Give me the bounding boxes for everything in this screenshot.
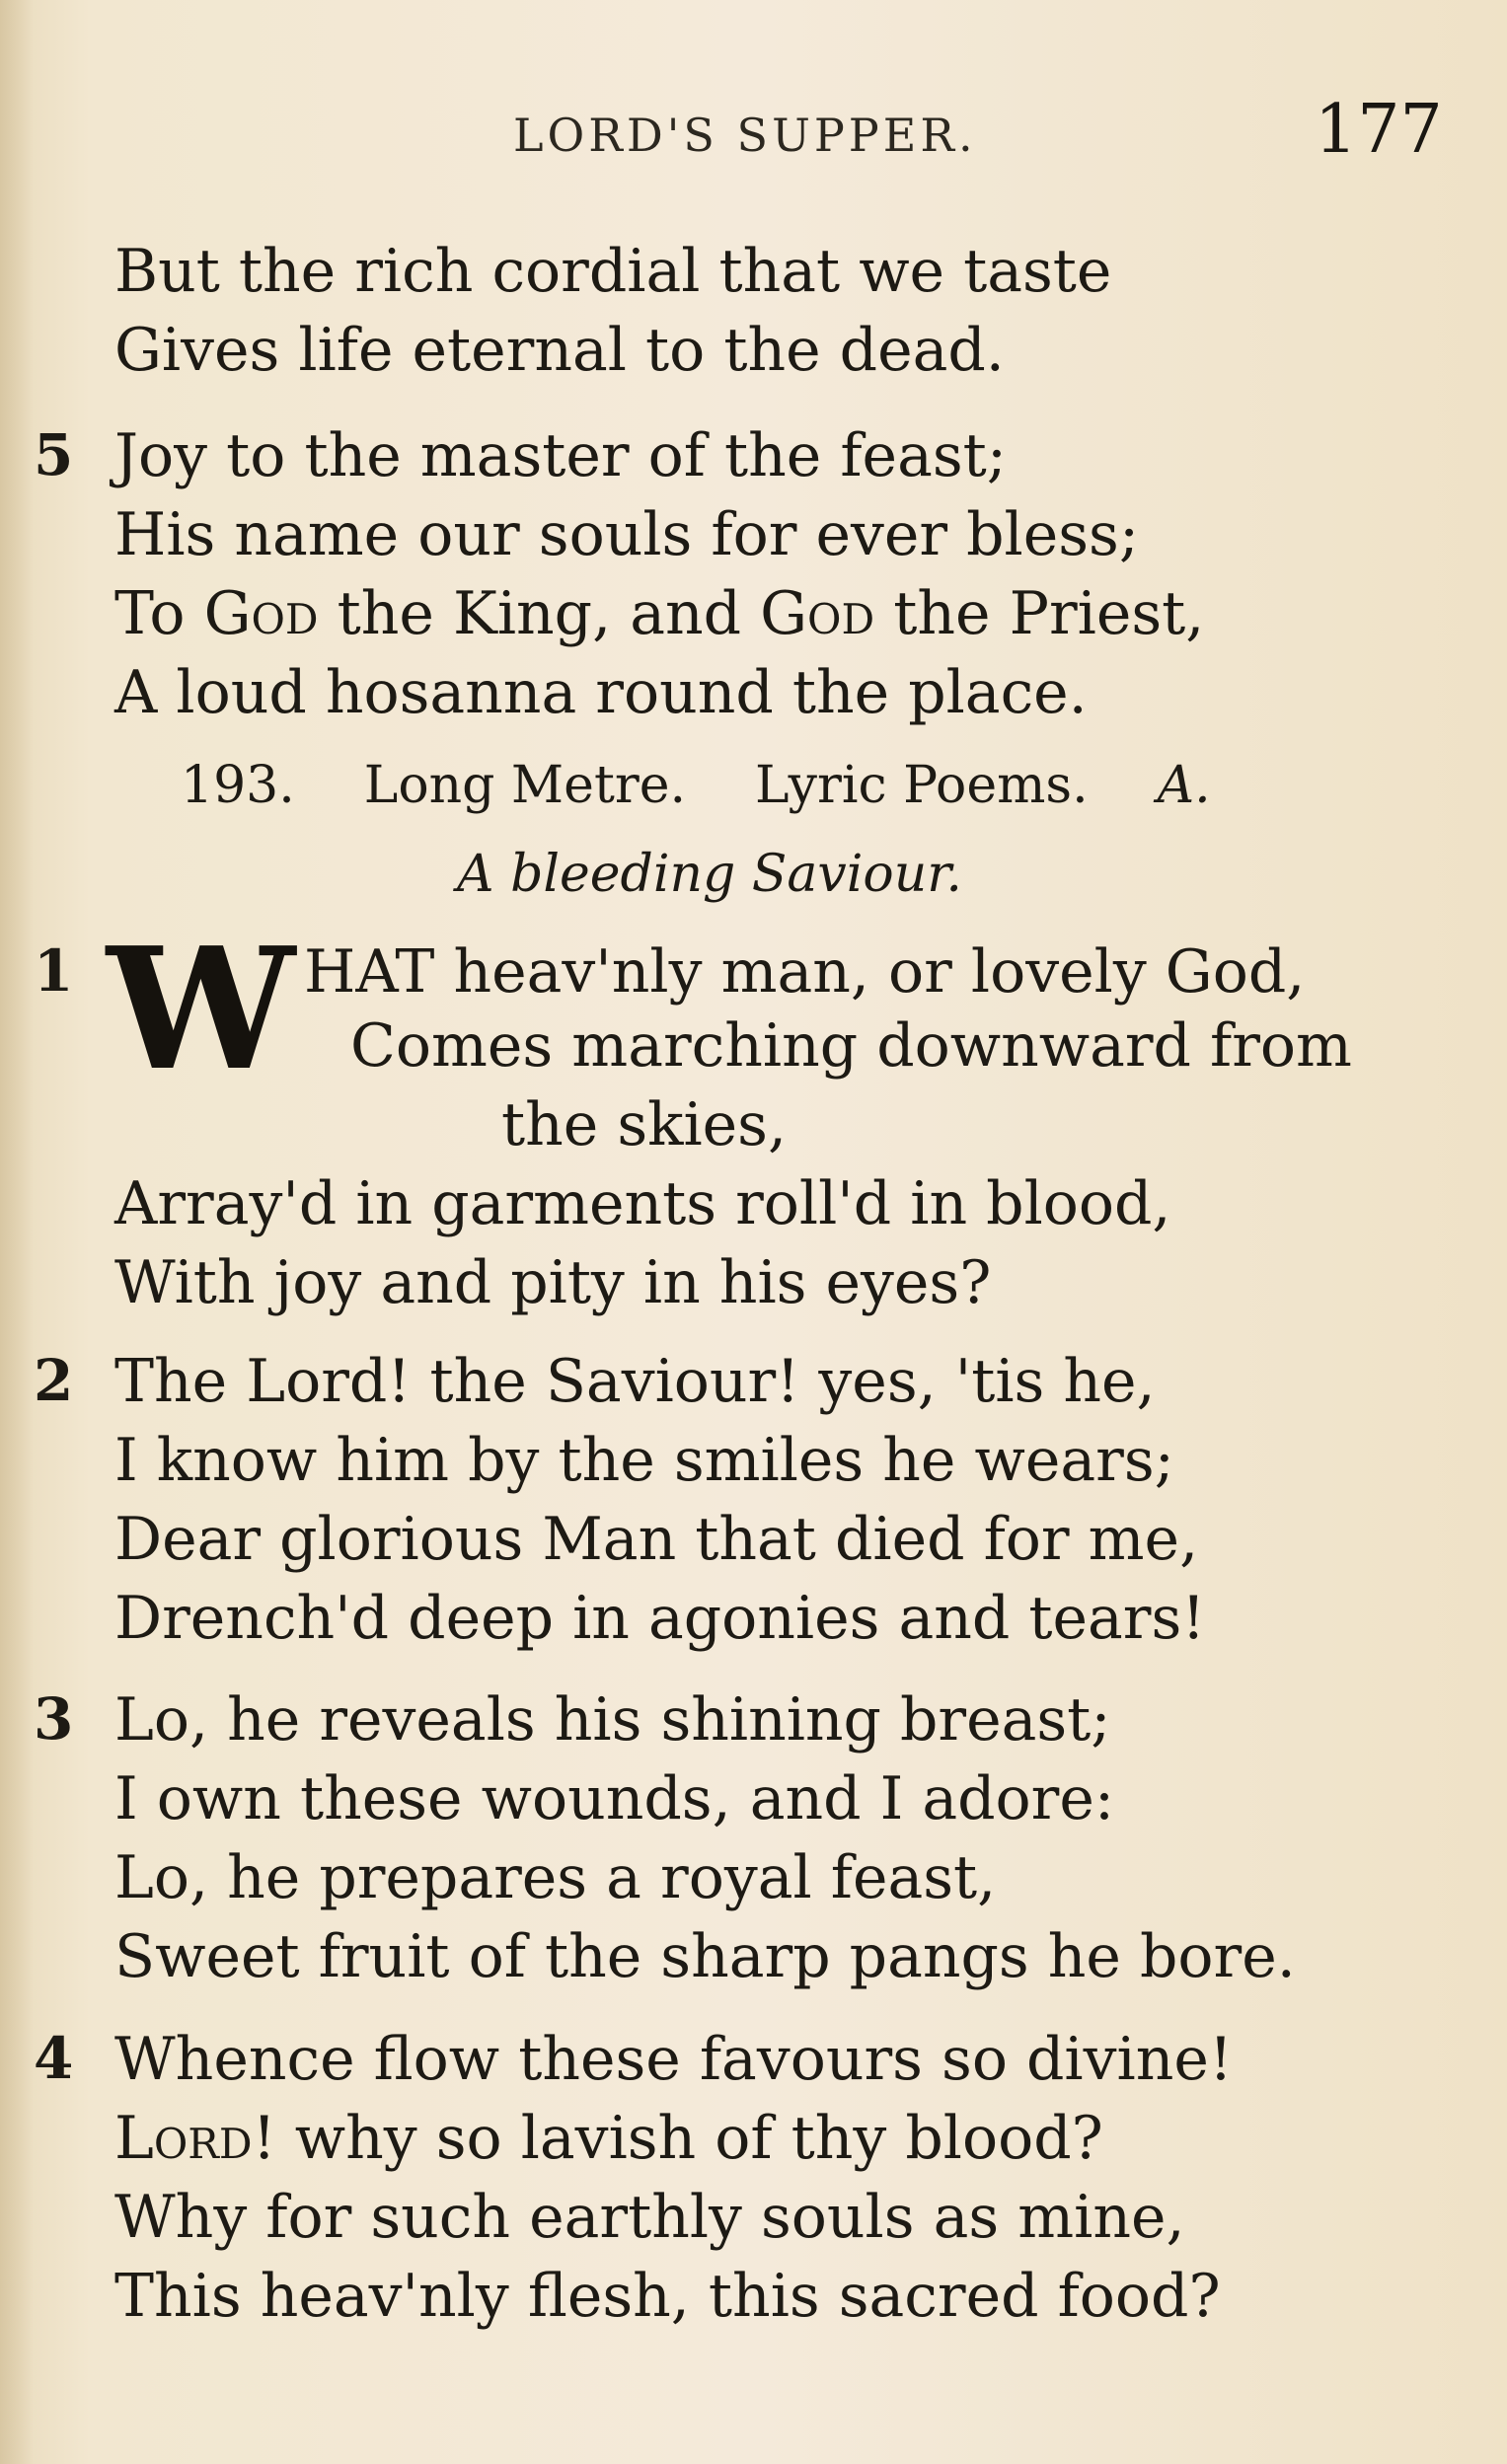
verse-line-text: the skies, [501, 1090, 788, 1159]
verse-number: 3 [34, 1685, 74, 1753]
verse-line [0, 1505, 1507, 1584]
small-caps-lord: Lord [114, 2104, 253, 2173]
page-number: 177 [1315, 91, 1443, 169]
text-fragment: To [114, 579, 204, 648]
verse-line [0, 1248, 1507, 1327]
verse-line-text: I own these wounds, and I adore: [114, 1764, 1115, 1833]
verse-line [0, 1169, 1507, 1248]
verse-line-text: Comes marching downward from [350, 1011, 1352, 1081]
text-fragment: the King, and [318, 579, 761, 648]
text-fragment: ! why so lavish of thy blood? [252, 2104, 1103, 2173]
verse-line [0, 1347, 1507, 1426]
hymn-header [181, 756, 1280, 815]
verse-line [0, 316, 1507, 395]
verse-line-text: I know him by the smiles he wears; [114, 1426, 1174, 1495]
verse-line-text: Sweet fruit of the sharp pangs he bore. [114, 1922, 1296, 1991]
verse-number: 1 [34, 937, 74, 1005]
verse-line-text: His name our souls for ever bless; [114, 500, 1140, 569]
verse-line-text [114, 579, 1204, 648]
verse-line [0, 2025, 1507, 2104]
page-header [0, 91, 1507, 180]
verse-number: 2 [34, 1347, 74, 1414]
verse-line-text: Whence flow these favours so divine! [114, 2025, 1233, 2094]
verse-line [0, 1922, 1507, 2001]
verse-line-text: The Lord! the Saviour! yes, 'tis he, [114, 1347, 1156, 1416]
verse-line [0, 937, 1507, 1016]
verse-line [0, 500, 1507, 579]
verse-line-text: This heav'nly flesh, this sacred food? [114, 2262, 1221, 2331]
verse-line-text: HAT heav'nly man, or lovely God, [304, 937, 1306, 1007]
running-title: LORD'S SUPPER. [513, 109, 977, 162]
verse-line-text: But the rich cordial that we taste [114, 237, 1112, 306]
verse-line [0, 421, 1507, 500]
verse-line [0, 2104, 1507, 2183]
verse-line-text: Drench'd deep in agonies and tears! [114, 1584, 1206, 1653]
verse-line-text: Joy to the master of the feast; [114, 421, 1007, 490]
small-caps-god: God [760, 579, 875, 648]
verse-line [0, 658, 1507, 737]
hymn-metre: Long Metre. [363, 756, 686, 815]
hymn-subtitle: A bleeding Saviour. [457, 845, 962, 904]
verse-line-text: Dear glorious Man that died for me, [114, 1505, 1199, 1574]
verse-line-text: With joy and pity in his eyes? [114, 1248, 992, 1317]
small-caps-god: God [203, 579, 319, 648]
verse-line [0, 1843, 1507, 1922]
verse-line [0, 1426, 1507, 1505]
verse-number: 4 [34, 2025, 74, 2092]
hymn-source: Lyric Poems. [755, 756, 1089, 815]
verse-line-text: Gives life eternal to the dead. [114, 316, 1005, 385]
text-fragment: the Priest, [874, 579, 1205, 648]
verse-line-text: Lo, he prepares a royal feast, [114, 1843, 997, 1912]
verse-line [0, 237, 1507, 316]
verse-line-text: Why for such earthly souls as mine, [114, 2183, 1185, 2252]
verse-number: 5 [34, 421, 74, 488]
verse-line [0, 2183, 1507, 2262]
hymn-number: 193. [181, 756, 295, 815]
verse-line [0, 1011, 1507, 1090]
verse-line-text: A loud hosanna round the place. [114, 658, 1088, 727]
verse-line [0, 1584, 1507, 1663]
verse-line [0, 1764, 1507, 1843]
verse-line-text [114, 2104, 1103, 2173]
verse-line [0, 1685, 1507, 1764]
hymn-mark: A. [1157, 756, 1211, 815]
verse-line-text: Array'd in garments roll'd in blood, [114, 1169, 1171, 1238]
verse-line [0, 579, 1507, 658]
verse-line [0, 1090, 1507, 1169]
verse-line [0, 2262, 1507, 2341]
verse-line-text: Lo, he reveals his shining breast; [114, 1685, 1111, 1755]
drop-cap: W [107, 911, 295, 1108]
